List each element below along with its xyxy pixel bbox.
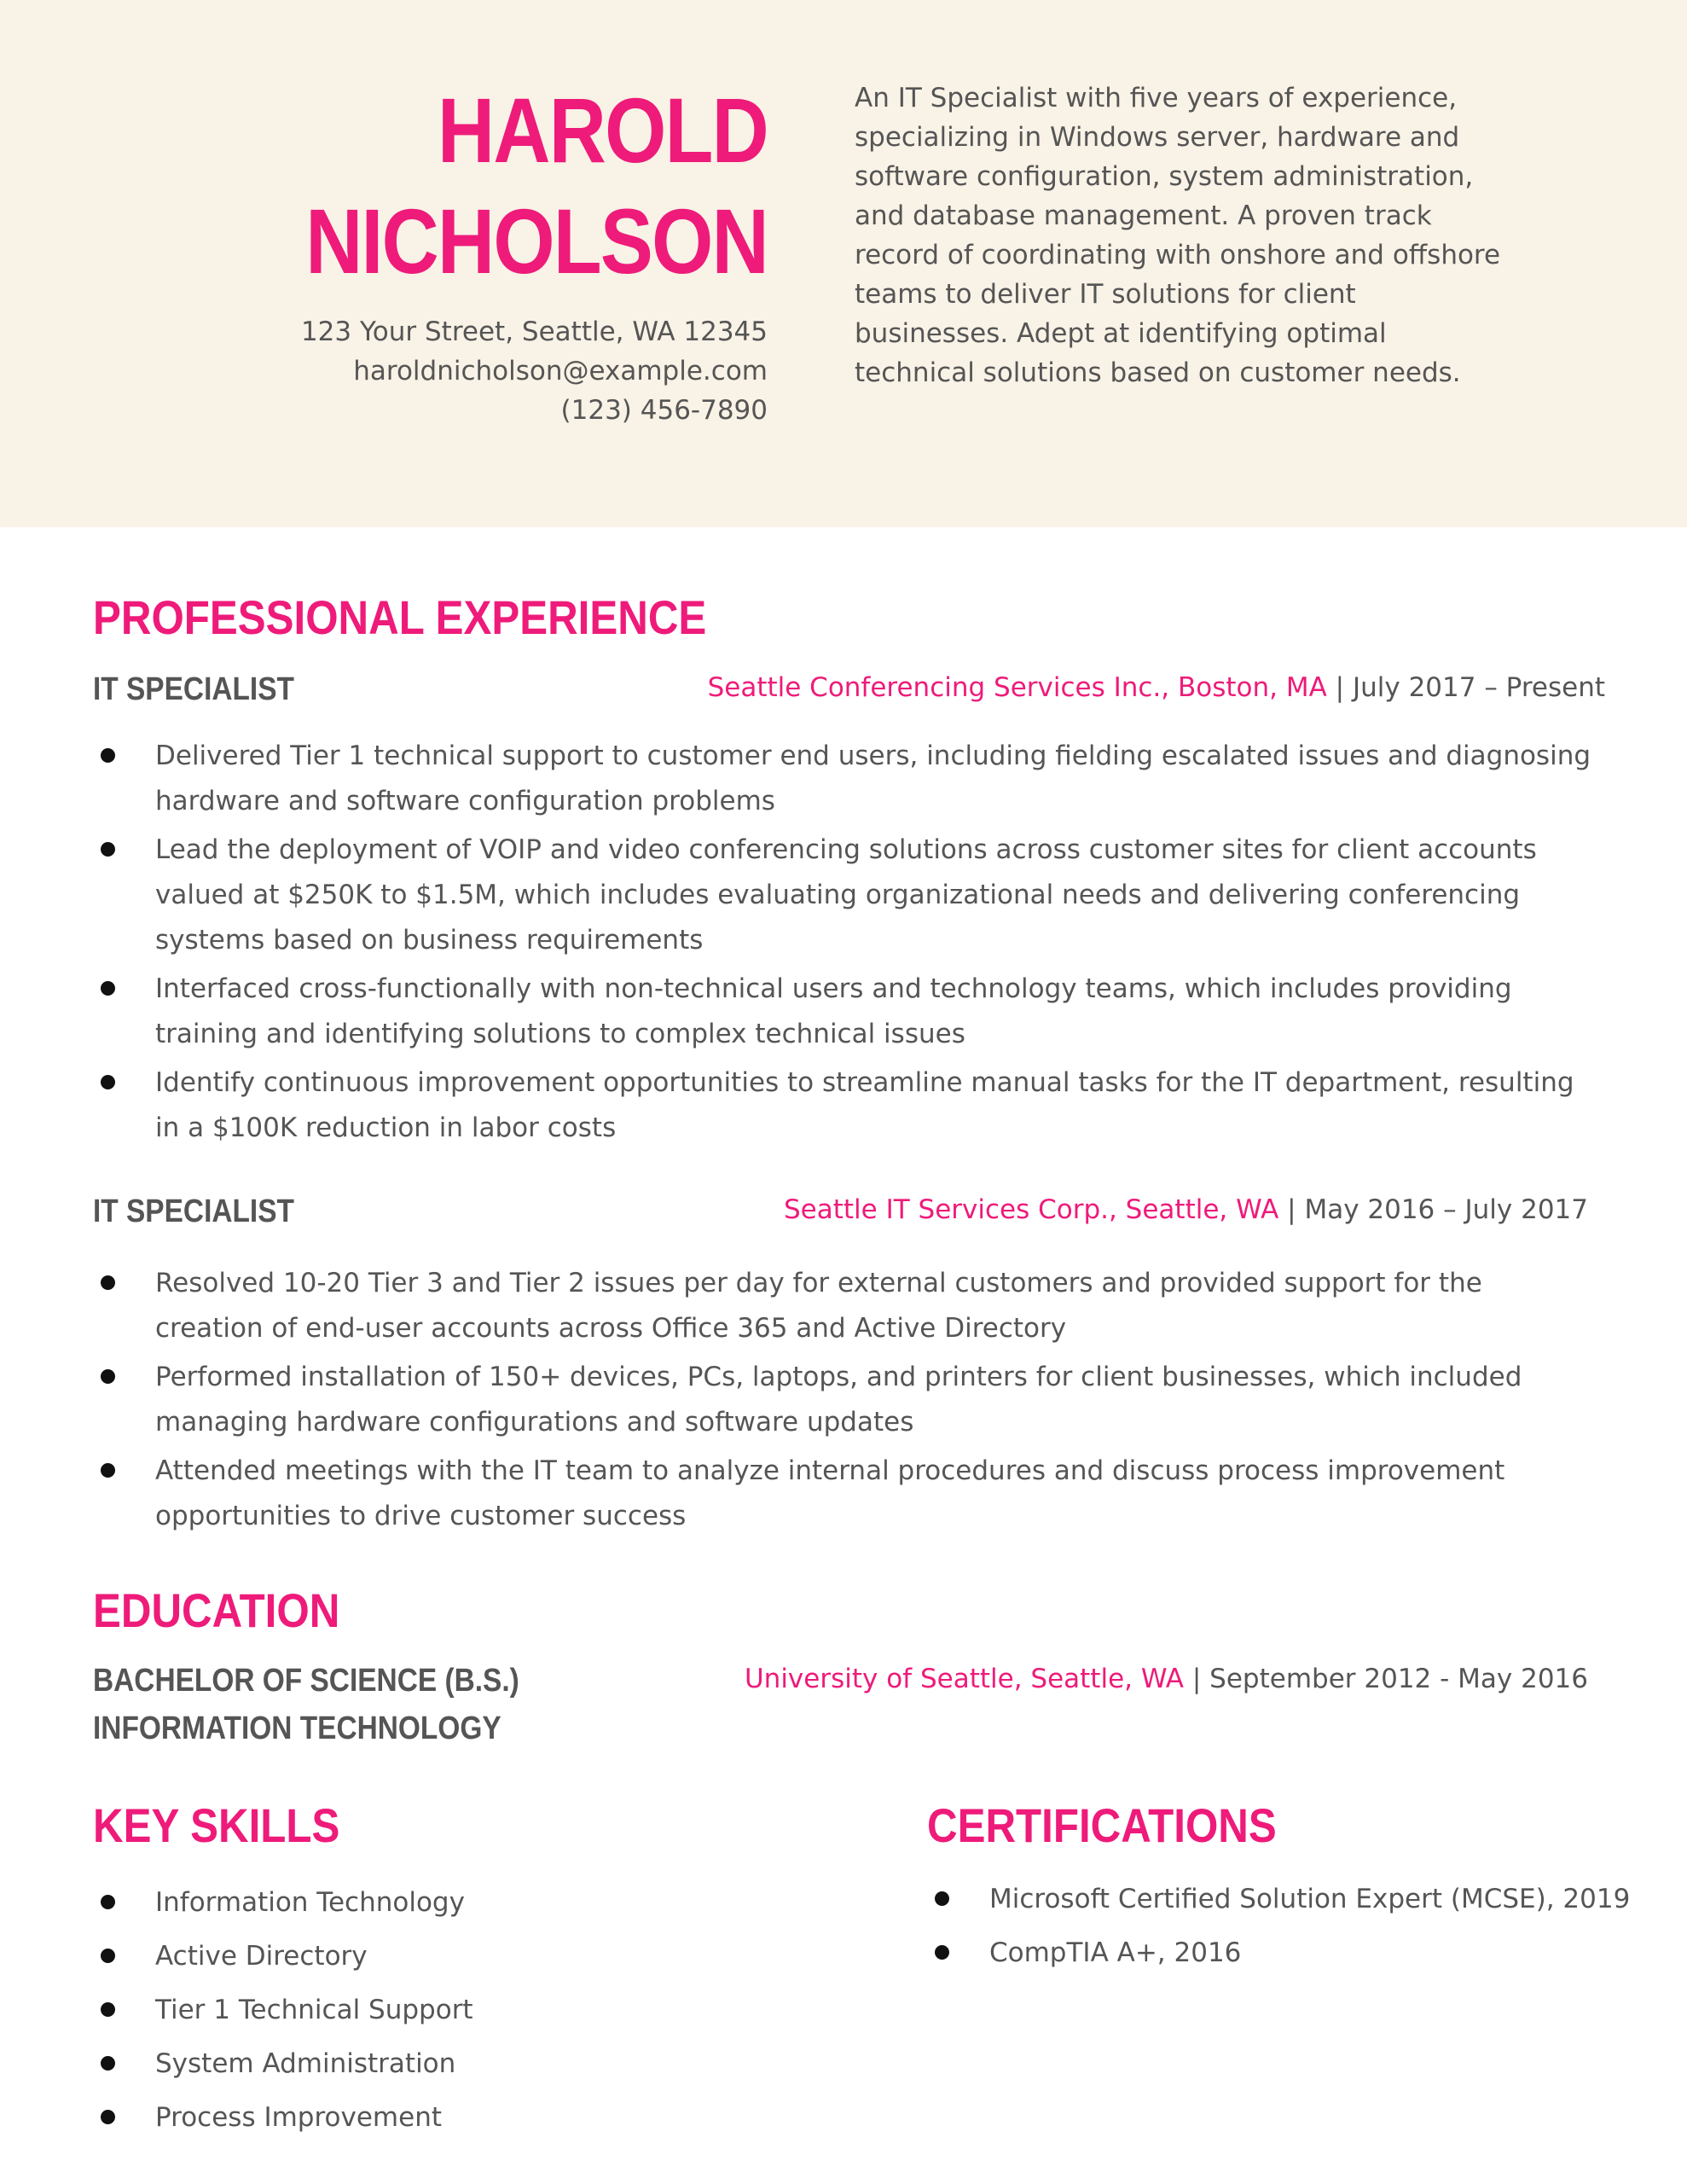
experience-heading: PROFESSIONAL EXPERIENCE [93,590,707,644]
job-2-bullets [94,1261,1595,1542]
skills-list [94,1880,861,2149]
certifications-list [928,1877,1661,1984]
skills-heading: KEY SKILLS [93,1798,340,1852]
list-item: Information Technology [94,1880,861,1926]
job-1-dates: | July 2017 – Present [1326,672,1605,703]
list-item: Resolved 10-20 Tier 3 and Tier 2 issues per day for external customers and provided support for the creation of end-user accounts across Office 365 and Active Directory [94,1261,1595,1351]
degree-line-1: BACHELOR OF SCIENCE (B.S.) [93,1663,519,1699]
list-item: Interfaced cross-functionally with non-technical users and technology teams, which includes providing training and identifying solutions to complex technical issues [94,967,1595,1057]
education-heading: EDUCATION [93,1583,340,1637]
job-2-dates: | May 2016 – July 2017 [1278,1194,1588,1225]
list-item: Attended meetings with the IT team to analyze internal procedures and discuss process improvement opportunities to drive customer success [94,1449,1595,1539]
list-item: Process Improvement [94,2095,861,2140]
education-dates: | September 2012 - May 2016 [1184,1664,1588,1694]
job-1-title: IT SPECIALIST [93,671,294,707]
job-1-organization: Seattle Conferencing Services Inc., Boston, MA [707,672,1327,703]
job-1-bullets [94,734,1595,1154]
list-item: Lead the deployment of VOIP and video conferencing solutions across customer sites for client accounts valued at $250K to $1.5M, which includes evaluating organizational needs and delivering conferencing systems based on business requirements [94,828,1595,963]
last-name: NICHOLSON [305,189,768,293]
list-item: Active Directory [94,1934,861,1979]
email: haroldnicholson@example.com [353,356,768,386]
list-item: Delivered Tier 1 technical support to customer end users, including fielding escalated issues and diagnosing hardware and software configuration problems [94,734,1595,824]
degree-line-2: INFORMATION TECHNOLOGY [93,1711,501,1746]
list-item: System Administration [94,2042,861,2087]
job-2-meta [784,1193,1588,1227]
list-item: Identify continuous improvement opportunities to streamline manual tasks for the IT department, resulting in a $100K reduction in labor costs [94,1060,1595,1151]
contact-info [301,312,768,430]
education-meta [745,1662,1588,1696]
candidate-name [305,75,768,297]
professional-summary: An IT Specialist with five years of experience, specializing in Windows server, hardware and software configuration, system administration, and database management. A proven track record of coordinating with onshore and offshore teams to deliver IT solutions for client businesses. Adept at identifying optimal technical solutions based on customer needs. [855,83,1501,388]
list-item: Microsoft Certified Solution Expert (MCSE), 2019 [928,1877,1661,1922]
job-1-meta [708,671,1605,705]
list-item: Tier 1 Technical Support [94,1988,861,2033]
list-item: CompTIA A+, 2016 [928,1931,1661,1976]
certifications-heading: CERTIFICATIONS [927,1798,1277,1852]
first-name: HAROLD [438,78,768,182]
list-item: Performed installation of 150+ devices, PCs, laptops, and printers for client businesses, which included managing hardware configurations and software updates [94,1355,1595,1445]
job-2-organization: Seattle IT Services Corp., Seattle, WA [783,1194,1279,1225]
phone: (123) 456-7890 [560,395,768,426]
school-name: University of Seattle, Seattle, WA [744,1664,1185,1694]
resume-header [0,0,1687,527]
job-2-title: IT SPECIALIST [93,1194,294,1229]
address: 123 Your Street, Seattle, WA 12345 [300,317,768,347]
